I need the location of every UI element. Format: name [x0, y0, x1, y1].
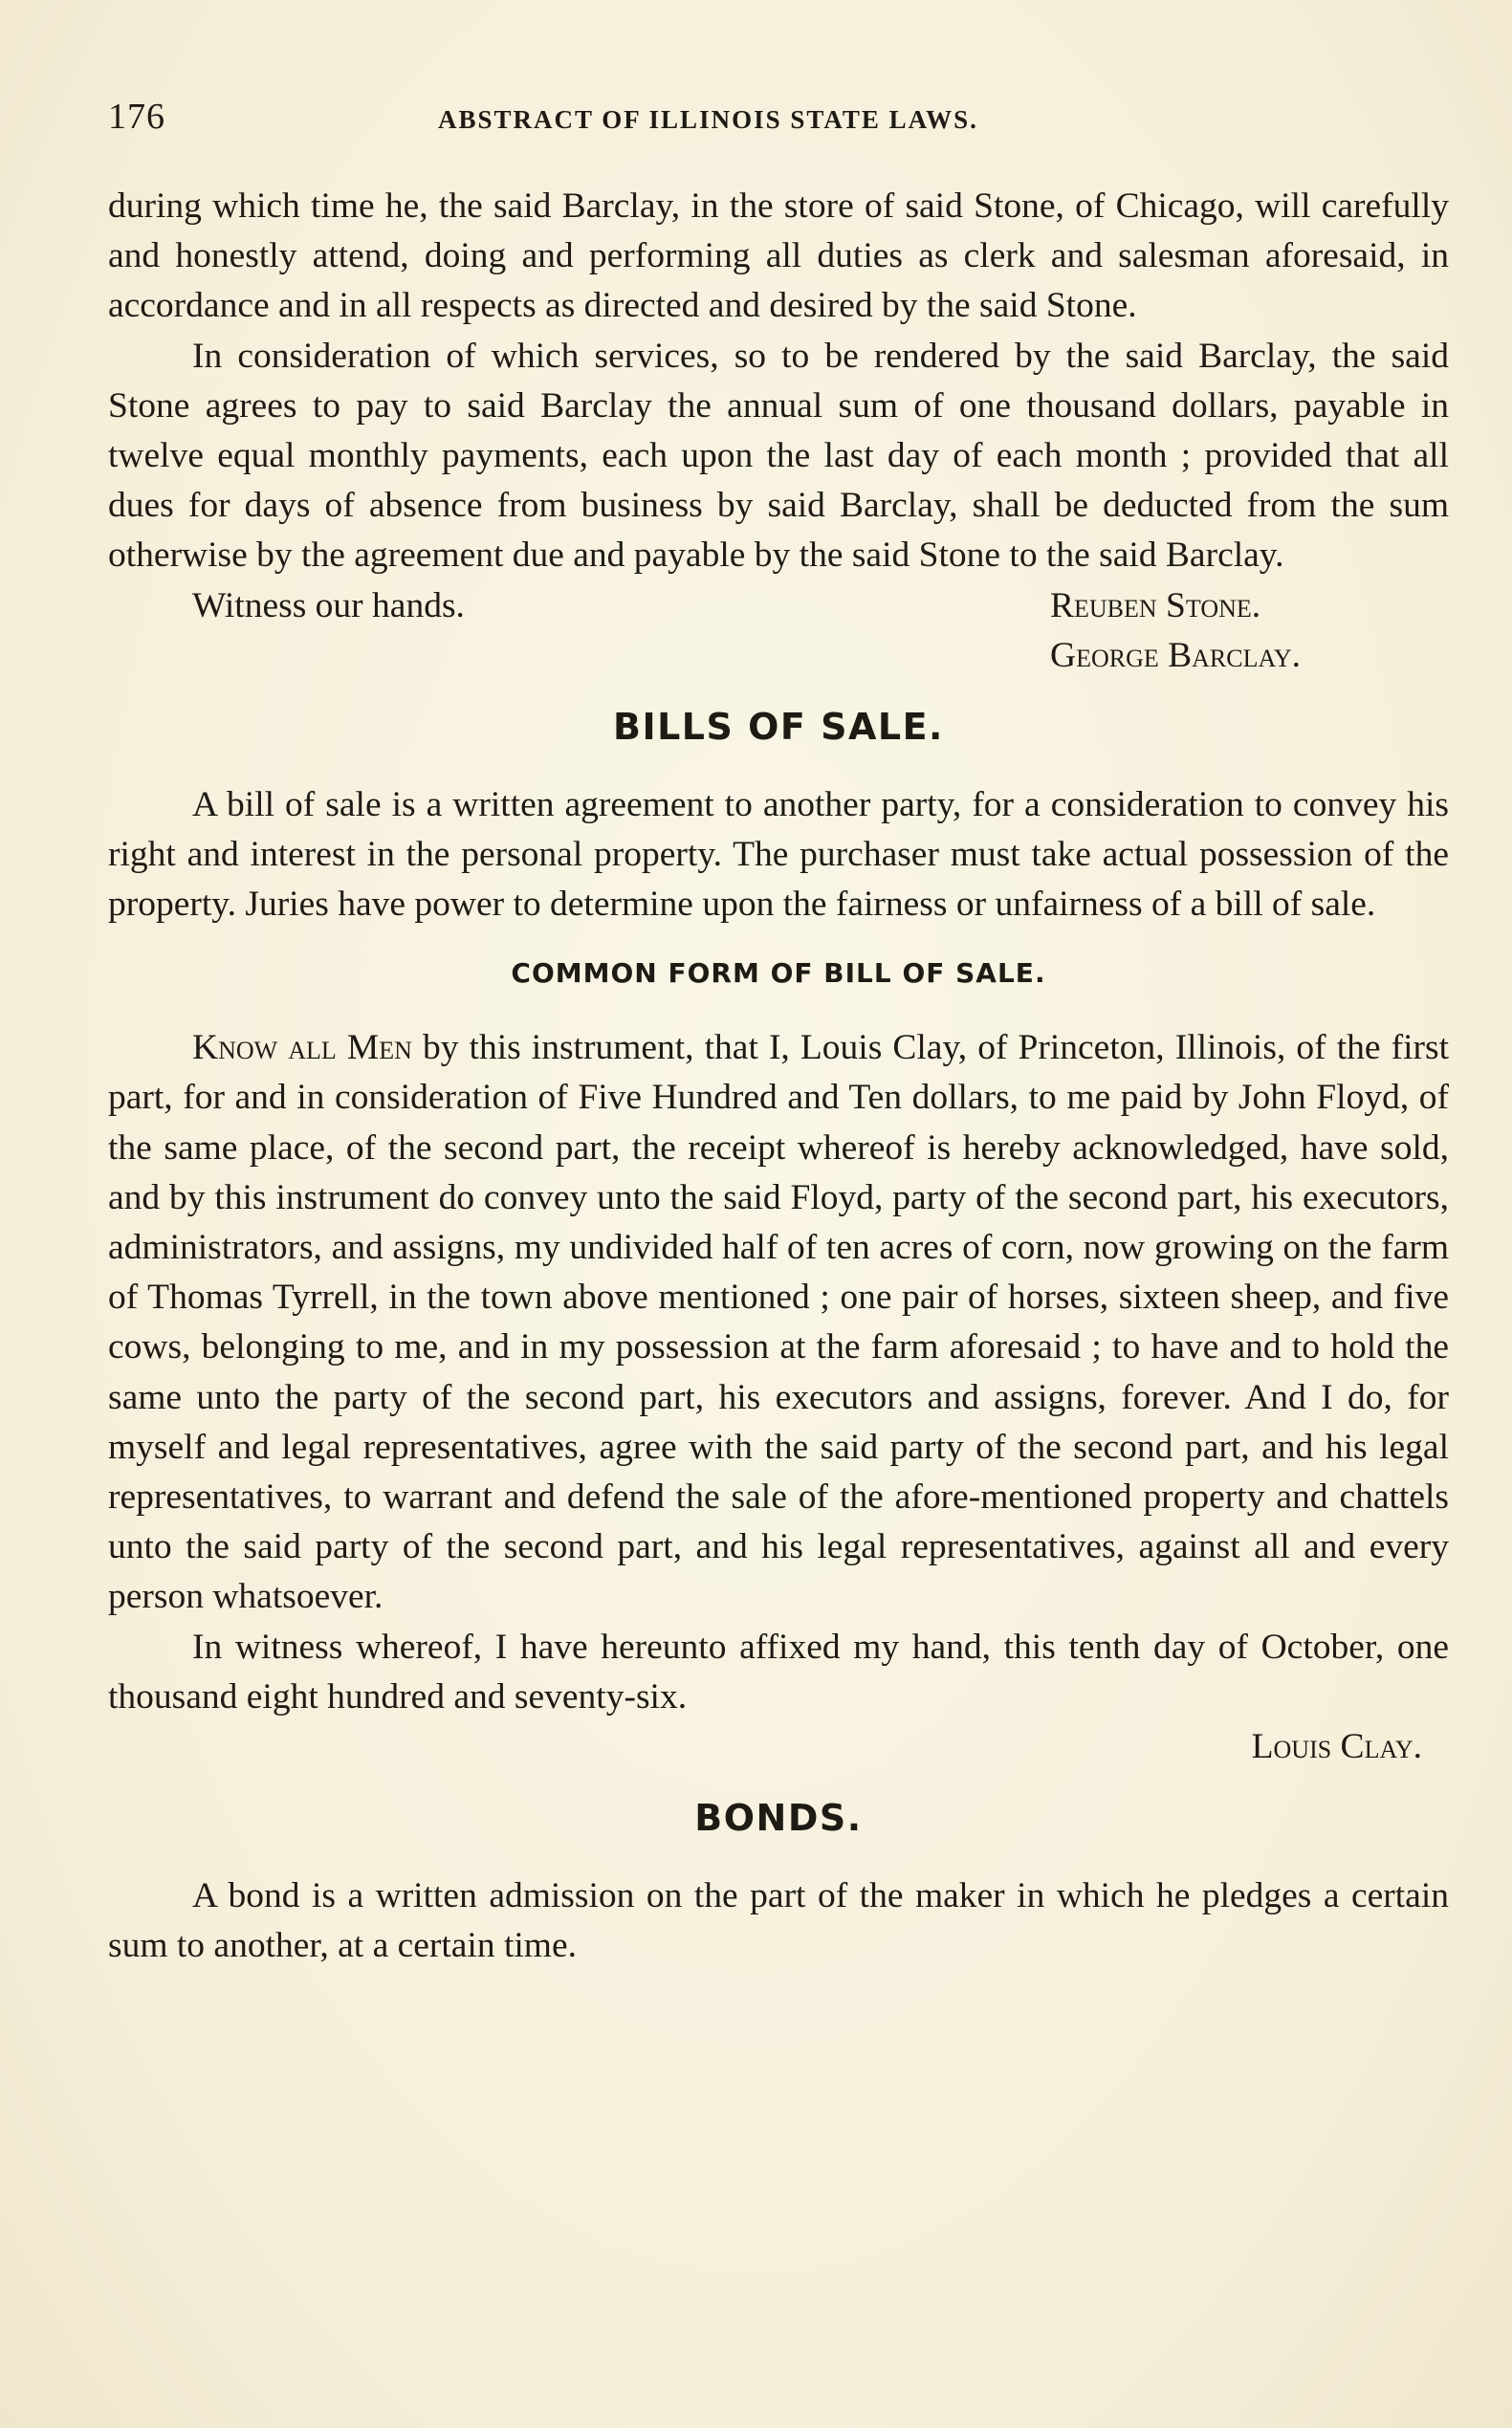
- contract-consideration-paragraph: In consideration of which services, so to be rendered by the said Barclay, the said Stone agrees to pay to said Barclay the annual sum of one thousand dollars, payable in twelve equal monthly payments, each upon the last day of each month ; provided that all dues for days of absence from business by said Barclay, shall be deducted from the sum otherwise by the agreement due and payable by the said Stone to the said Barclay.: [108, 336, 1449, 576]
- contract-signature-block: [108, 581, 1449, 681]
- form-opening-words: Know all Men: [192, 1028, 412, 1068]
- contract-paragraph: during which time he, the said Barclay, in the store of said Stone, of Chicago, will carefully and honestly attend, doing and performing all duties as clerk and salesman aforesaid, in accordance and in all respects as directed and desired by the said Stone.: [108, 186, 1449, 326]
- witness-line: Witness our hands.: [192, 585, 465, 625]
- signature-reuben-stone: Reuben Stone.: [1050, 585, 1261, 625]
- page-header: [108, 96, 1447, 143]
- section-heading-bonds: BONDS.: [694, 1797, 863, 1840]
- running-head: ABSTRACT OF ILLINOIS STATE LAWS.: [438, 105, 978, 134]
- page-body: [108, 182, 1449, 1972]
- bill-of-sale-form-body: [108, 1023, 1449, 1622]
- signature-louis-clay: Louis Clay.: [1251, 1727, 1422, 1767]
- subsection-heading-common-form: COMMON FORM OF BILL OF SALE.: [511, 957, 1046, 990]
- bond-definition: A bond is a written admission on the part of the maker in which he pledges a certain sum to another, at a certain time.: [108, 1876, 1449, 1966]
- signature-george-barclay: George Barclay.: [1050, 635, 1302, 675]
- form-body-text: by this instrument, that I, Louis Clay, of Princeton, Illinois, of the first part, for and in consideration of Five Hundred and Ten dollars, to me paid by John Floyd, of the same place, of the second part, the receipt whereof is hereby acknowledged, have sold, and by this instrument do convey unto the said Floyd, party of the second part, his executors, administrators, and assigns, my undivided half of ten acres of corn, now growing on the farm of Thomas Tyrrell, in the town above mentioned ; one pair of horses, sixteen sheep, and five cows, belonging to me, and in my possession at the farm aforesaid ; to have and to hold the same unto the party of the second part, his executors and assigns, forever. And I do, for myself and legal representatives, agree with the said party of the second part, and his legal representatives, to warrant and defend the sale of the afore-mentioned property and chattels unto the said party of the second part, and his legal representatives, against all and every person whatsoever.: [108, 1028, 1450, 1617]
- bill-of-sale-witness-clause: In witness whereof, I have hereunto affixed my hand, this tenth day of October, one thousand eight hundred and seventy-six.: [108, 1627, 1449, 1717]
- page-number: 176: [108, 97, 165, 137]
- section-heading-bills-of-sale: BILLS OF SALE.: [612, 705, 944, 748]
- bill-of-sale-definition: A bill of sale is a written agreement to another party, for a consideration to convey his right and interest in the personal property. The purchaser must take actual possession of the property. Juries have power to determine upon the fairness or unfairness of a bill of sale.: [108, 784, 1449, 925]
